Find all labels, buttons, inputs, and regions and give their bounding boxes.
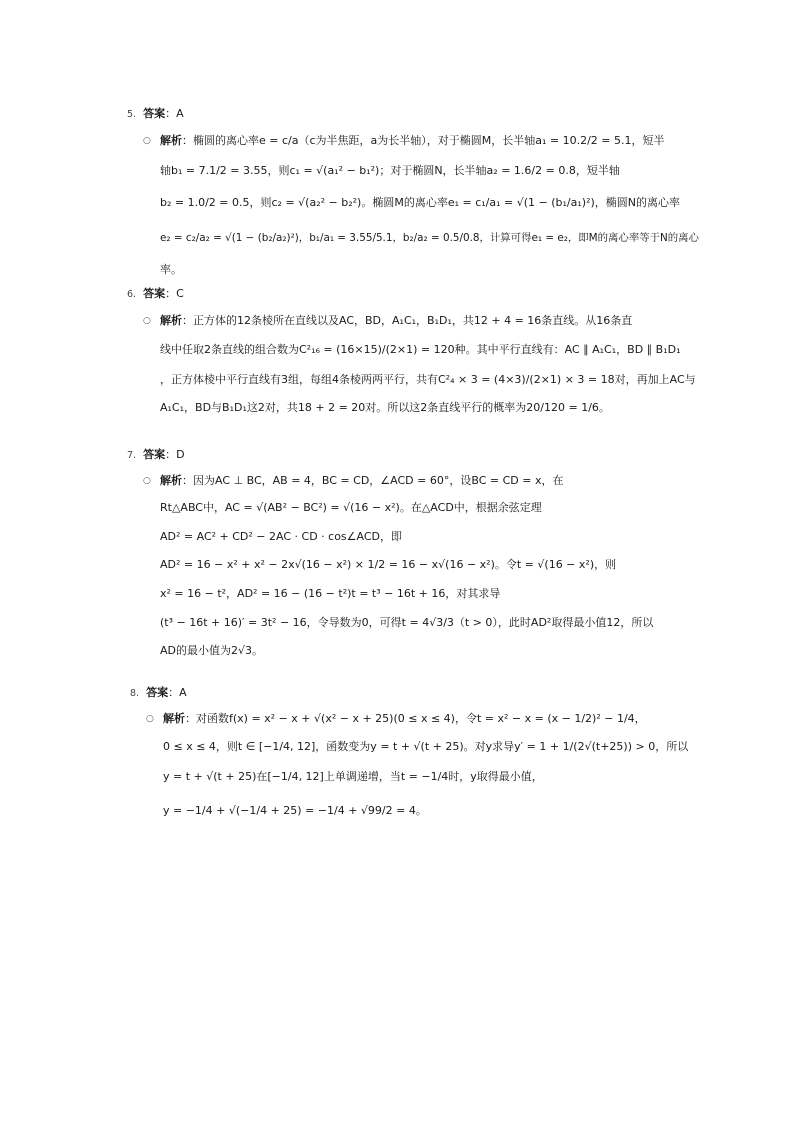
analysis-line: A₁C₁，BD与B₁D₁这2对，共18 + 2 = 20对。所以这2条直线平行的概率为20/120 = 1/6。 <box>160 401 610 414</box>
analysis-line: AD的最小值为2√3。 <box>160 644 264 657</box>
analysis-line: b₂ = 1.0/2 = 0.5，则c₂ = √(a₂² − b₂²)。椭圆M的离心率e₁ = c₁/a₁ = √(1 − (b₁/a₁)²)，椭圆N的离心率 <box>160 196 681 209</box>
question-number: 7. <box>127 450 137 461</box>
analysis-line: e₂ = c₂/a₂ = √(1 − (b₂/a₂)²)，b₁/a₁ = 3.55/5.1，b₂/a₂ = 0.5/0.8，计算可得e₁ = e₂，即M的离心率等于N的离心 <box>160 232 699 244</box>
answer-value: ：A <box>168 686 187 699</box>
analysis-line: 解析：椭圆的离心率e = c/a（c为半焦距，a为长半轴），对于椭圆M，长半轴a₁ = 10.2/2 = 5.1，短半 <box>160 134 665 147</box>
analysis-label: 解析 <box>160 474 182 487</box>
question-number: 6. <box>127 289 137 300</box>
answer-label: 答案 <box>146 686 169 699</box>
analysis-line: 解析：因为AC ⊥ BC，AB = 4，BC = CD，∠ACD = 60°，设BC = CD = x，在 <box>160 474 564 487</box>
analysis-line: 解析：对函数f(x) = x² − x + √(x² − x + 25)(0 ≤ x ≤ 4)，令t = x² − x = (x − 1/2)² − 1/4， <box>163 712 646 725</box>
question-8-header <box>130 685 187 702</box>
analysis-line: x² = 16 − t²，AD² = 16 − (16 − t²)t = t³ − 16t + 16，对其求导 <box>160 587 501 600</box>
analysis-line: 0 ≤ x ≤ 4，则t ∈ [−1/4, 12]，函数变为y = t + √(t + 25)。对y求导y′ = 1 + 1/(2√(t+25)) > 0，所以 <box>163 740 689 753</box>
analysis-line: AD² = 16 − x² + x² − 2x√(16 − x²) × 1/2 = 16 − x√(16 − x²)。令t = √(16 − x²)，则 <box>160 558 617 571</box>
analysis-line: (t³ − 16t + 16)′ = 3t² − 16，令导数为0，可得t = 4√3/3（t > 0），此时AD²取得最小值12，所以 <box>160 616 654 629</box>
analysis-line: 线中任取2条直线的组合数为C²₁₆ = (16×15)/(2×1) = 120种。其中平行直线有：AC ∥ A₁C₁，BD ∥ B₁D₁ <box>160 343 681 356</box>
analysis-line: 率。 <box>160 263 182 276</box>
answer-label: 答案 <box>143 448 166 461</box>
analysis-line: y = t + √(t + 25)在[−1/4, 12]上单调递增，当t = −1/4时，y取得最小值， <box>163 770 543 783</box>
question-7-header <box>127 447 185 464</box>
question-number: 8. <box>130 688 140 699</box>
answer-value: ：D <box>165 448 185 461</box>
answer-label: 答案 <box>143 107 166 120</box>
bullet-icon: ○ <box>143 136 151 146</box>
answer-label: 答案 <box>143 287 166 300</box>
question-number: 5. <box>127 109 137 120</box>
analysis-line: AD² = AC² + CD² − 2AC · CD · cos∠ACD，即 <box>160 530 403 543</box>
analysis-line: Rt△ABC中，AC = √(AB² − BC²) = √(16 − x²)。在△ACD中，根据余弦定理 <box>160 501 542 514</box>
bullet-icon: ○ <box>143 316 151 326</box>
analysis-line: ，正方体棱中平行直线有3组，每组4条棱两两平行，共有C²₄ × 3 = (4×3)/(2×1) × 3 = 18对，再加上AC与 <box>160 373 696 386</box>
bullet-icon: ○ <box>146 714 154 724</box>
analysis-label: 解析 <box>163 712 185 725</box>
analysis-line: y = −1/4 + √(−1/4 + 25) = −1/4 + √99/2 = 4。 <box>163 804 427 817</box>
answer-value: ：C <box>165 287 184 300</box>
analysis-label: 解析 <box>160 134 182 147</box>
analysis-line: 解析：正方体的12条棱所在直线以及AC，BD，A₁C₁，B₁D₁，共12 + 4 = 16条直线。从16条直 <box>160 314 633 327</box>
question-6-header <box>127 286 184 303</box>
answer-value: ：A <box>165 107 184 120</box>
bullet-icon: ○ <box>143 476 151 486</box>
question-5-header <box>127 106 184 123</box>
analysis-label: 解析 <box>160 314 182 327</box>
analysis-line: 轴b₁ = 7.1/2 = 3.55，则c₁ = √(a₁² − b₁²)；对于椭圆N，长半轴a₂ = 1.6/2 = 0.8，短半轴 <box>160 164 620 177</box>
